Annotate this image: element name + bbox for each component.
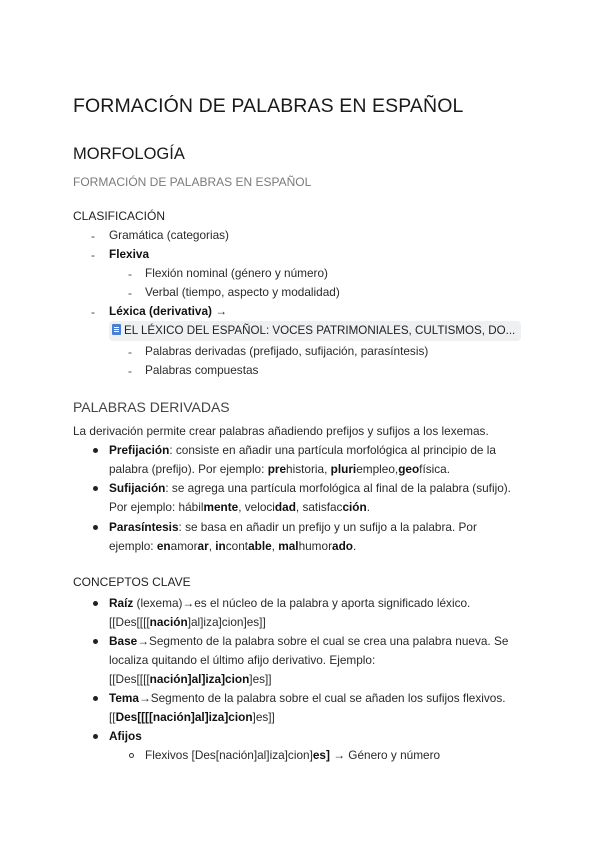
list-item-lexica: Léxica (derivativa) → bbox=[109, 304, 228, 318]
list-item-gramatica: Gramática (categorias) bbox=[109, 228, 229, 242]
afijos-heading: Afijos bbox=[109, 729, 142, 743]
document-icon bbox=[112, 324, 121, 335]
dash-marker: - bbox=[91, 229, 95, 243]
raiz-line-1: Raíz (lexema)→es el núcleo de la palabra y aporta significado léxico. bbox=[109, 596, 471, 610]
bullet-marker bbox=[93, 486, 98, 491]
dash-marker: - bbox=[128, 286, 132, 300]
bullet-marker bbox=[93, 734, 98, 739]
tema-line-2: [[Des[[[[nación]al]iza]cion]es]] bbox=[109, 710, 275, 724]
bullet-marker bbox=[93, 525, 98, 530]
prefijacion-line-1: Prefijación: consiste en añadir una partícula morfológica al principio de la bbox=[109, 443, 496, 457]
section-heading-morfologia: MORFOLOGÍA bbox=[73, 145, 185, 163]
list-item-palabras-compuestas: Palabras compuestas bbox=[145, 363, 259, 377]
bullet-marker bbox=[93, 639, 98, 644]
raiz-line-2: [[Des[[[[nación]al]iza]cion]es]] bbox=[109, 615, 266, 629]
list-item-palabras-derivadas: Palabras derivadas (prefijado, sufijación, parasíntesis) bbox=[145, 344, 429, 358]
bullet-marker bbox=[93, 448, 98, 453]
bullet-marker bbox=[93, 601, 98, 606]
tema-line-1: Tema→Segmento de la palabra sobre el cual se añaden los sufijos flexivos. bbox=[109, 691, 506, 705]
sufijacion-line-2: Por ejemplo: hábilmente, velocidad, satisfacción. bbox=[109, 500, 371, 514]
base-line-2: localiza quitando el último afijo derivativo. Ejemplo: bbox=[109, 653, 376, 667]
bullet-marker bbox=[93, 696, 98, 701]
circle-bullet-marker bbox=[129, 753, 134, 758]
base-line-1: Base→Segmento de la palabra sobre el cual se crea una palabra nueva. Se bbox=[109, 634, 509, 648]
derivacion-intro: La derivación permite crear palabras añadiendo prefijos y sufijos a los lexemas. bbox=[73, 424, 489, 438]
heading-conceptos-clave: CONCEPTOS CLAVE bbox=[73, 575, 191, 589]
page-link-lexico-espanol[interactable] bbox=[109, 321, 521, 341]
list-item-flexion-nominal: Flexión nominal (género y número) bbox=[145, 266, 328, 280]
dash-marker: - bbox=[128, 364, 132, 378]
page-link-label: EL LÉXICO DEL ESPAÑOL: VOCES PATRIMONIALES, CULTISMOS, DO... bbox=[124, 324, 516, 337]
prefijacion-line-2: palabra (prefijo). Por ejemplo: prehistoria, pluriempleo,geofísica. bbox=[109, 462, 450, 476]
list-item-flexiva: Flexiva bbox=[109, 247, 150, 261]
heading-palabras-derivadas: PALABRAS DERIVADAS bbox=[73, 399, 230, 415]
dash-marker: - bbox=[128, 345, 132, 359]
dash-marker: - bbox=[128, 267, 132, 281]
base-line-3: [[Des[[[[nación]al]iza]cion]es]] bbox=[109, 672, 272, 686]
dash-marker: - bbox=[91, 305, 95, 319]
heading-clasificacion: CLASIFICACIÓN bbox=[73, 209, 166, 223]
parasintesis-line-1: Parasíntesis: se basa en añadir un prefijo y un sufijo a la palabra. Por bbox=[109, 520, 477, 534]
parasintesis-line-2: ejemplo: enamorar, incontable, malhumorado. bbox=[109, 539, 357, 553]
subsection-heading: FORMACIÓN DE PALABRAS EN ESPAÑOL bbox=[73, 175, 312, 189]
page-title: FORMACIÓN DE PALABRAS EN ESPAÑOL bbox=[73, 95, 464, 117]
dash-marker: - bbox=[91, 248, 95, 262]
sufijacion-line-1: Sufijación: se agrega una partícula morfológica al final de la palabra (sufijo). bbox=[109, 481, 511, 495]
afijos-flexivos: Flexivos [Des[nación]al]iza]cion]es] → Género y número bbox=[145, 748, 441, 762]
list-item-verbal: Verbal (tiempo, aspecto y modalidad) bbox=[145, 285, 340, 299]
